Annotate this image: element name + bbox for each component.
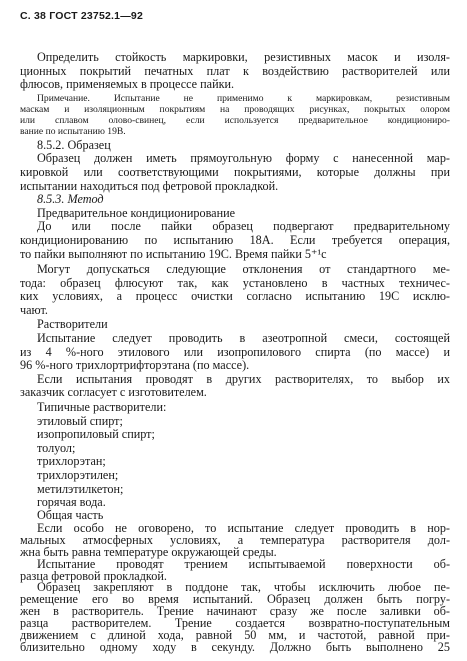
text-line: жен в растворитель. Трение начинают сразу же после заливки об- [20,604,450,619]
text-line: то пайки выполняют по испытанию 19С. Время пайки 5⁺¹с [20,246,327,261]
note-line: Примечание. Испытание не применимо к маркировкам, резистивным [37,92,450,104]
subheading: Предварительное кондиционирование [37,205,236,220]
text-line: Могут допускаться следующие отклонения от стандартного ме- [37,262,450,276]
list-item: толуол; [37,440,76,455]
text-line: тода: образец флюсуют так, как установлено в частных техничес- [20,275,450,290]
text-line: Образец закрепляют в поддоне так, чтобы исключить любое пе- [37,580,450,595]
text-line: разца растворителем. Трение создается возвратно-поступательным [20,616,450,631]
text-line: мальных атмосферных условиях, а температура растворителя дол- [20,532,450,547]
text-line: разца фетровой прокладкой. [20,568,167,583]
list-item: изопропиловый спирт; [37,427,155,442]
text-line: из 4 %-ного этилового или изопропилового спирта (по массе) и [20,344,450,359]
text-line: кировкой или соответствующими покрытиями, которые должны при [20,164,450,179]
text-line: Испытание следует проводить в азеотропной смеси, состоящей [37,331,450,345]
list-item: трихлорэтан; [37,454,106,469]
text-line: ких условиях, а процесс очистки согласно испытанию 19С исклю- [20,289,450,304]
list-heading: Типичные растворители: [37,399,167,414]
list-item: метилэтилкетон; [37,481,124,496]
text-line: движением с длиной хода, равной 50 мм, и частотой, равной при- [20,628,450,643]
text-line: Определить стойкость маркировки, резистивных масок и изоля- [37,50,450,64]
note-line: вание по испытанию 19В. [20,125,126,137]
text-line: чают. [20,302,48,317]
text-line: флюсов, применяемых в процессе пайки. [20,77,235,92]
page-header: С. 38 ГОСТ 23752.1—92 [20,10,143,22]
note-line: или сплавом олово-свинец, если используется предварительное кондициониро- [20,114,450,126]
section-heading: 8.5.2. Образец [37,137,111,152]
text-line: испытании находиться под фетровой прокладкой. [20,178,279,193]
text-line: Образец должен иметь прямоугольную форму с нанесенной мар- [37,151,450,166]
text-line: жна быть равна температуре окружающей среды. [20,544,277,559]
subheading: Общая часть [37,508,104,522]
text-line: близительно одному ходу в секунду. Должно быть выполнено 25 [20,640,450,654]
list-item: горячая вода. [37,495,106,510]
list-item: трихлорэтилен; [37,468,119,482]
text-line: ремещение его во время испытаний. Образец должен быть погру- [20,592,450,607]
text-line: До или после пайки образец подвергают предварительному [37,219,450,234]
text-line: Если особо не оговорено, то испытание следует проводить в нор- [37,520,450,535]
list-item: этиловый спирт; [37,413,123,428]
text-line: ционных покрытий печатных плат к воздействию растворителей или [20,63,450,78]
section-heading: 8.5.3. Метод [37,192,104,207]
note-line: маскам и изоляционным покрытиям на проводящих рисунках, покрытых олором [20,103,450,115]
text-line: Если испытания проводят в других растворителях, то выбор их [37,371,450,386]
subheading: Растворители [37,317,108,332]
text-line: кондиционированию по испытанию 18А. Если требуется операция, [20,233,450,247]
text-line: заказчик согласует с изготовителем. [20,385,207,400]
text-line: 96 %-ного трихлортрифторэтана (по массе). [20,358,250,373]
text-line: Испытание проводят трением испытываемой поверхности об- [37,556,450,571]
